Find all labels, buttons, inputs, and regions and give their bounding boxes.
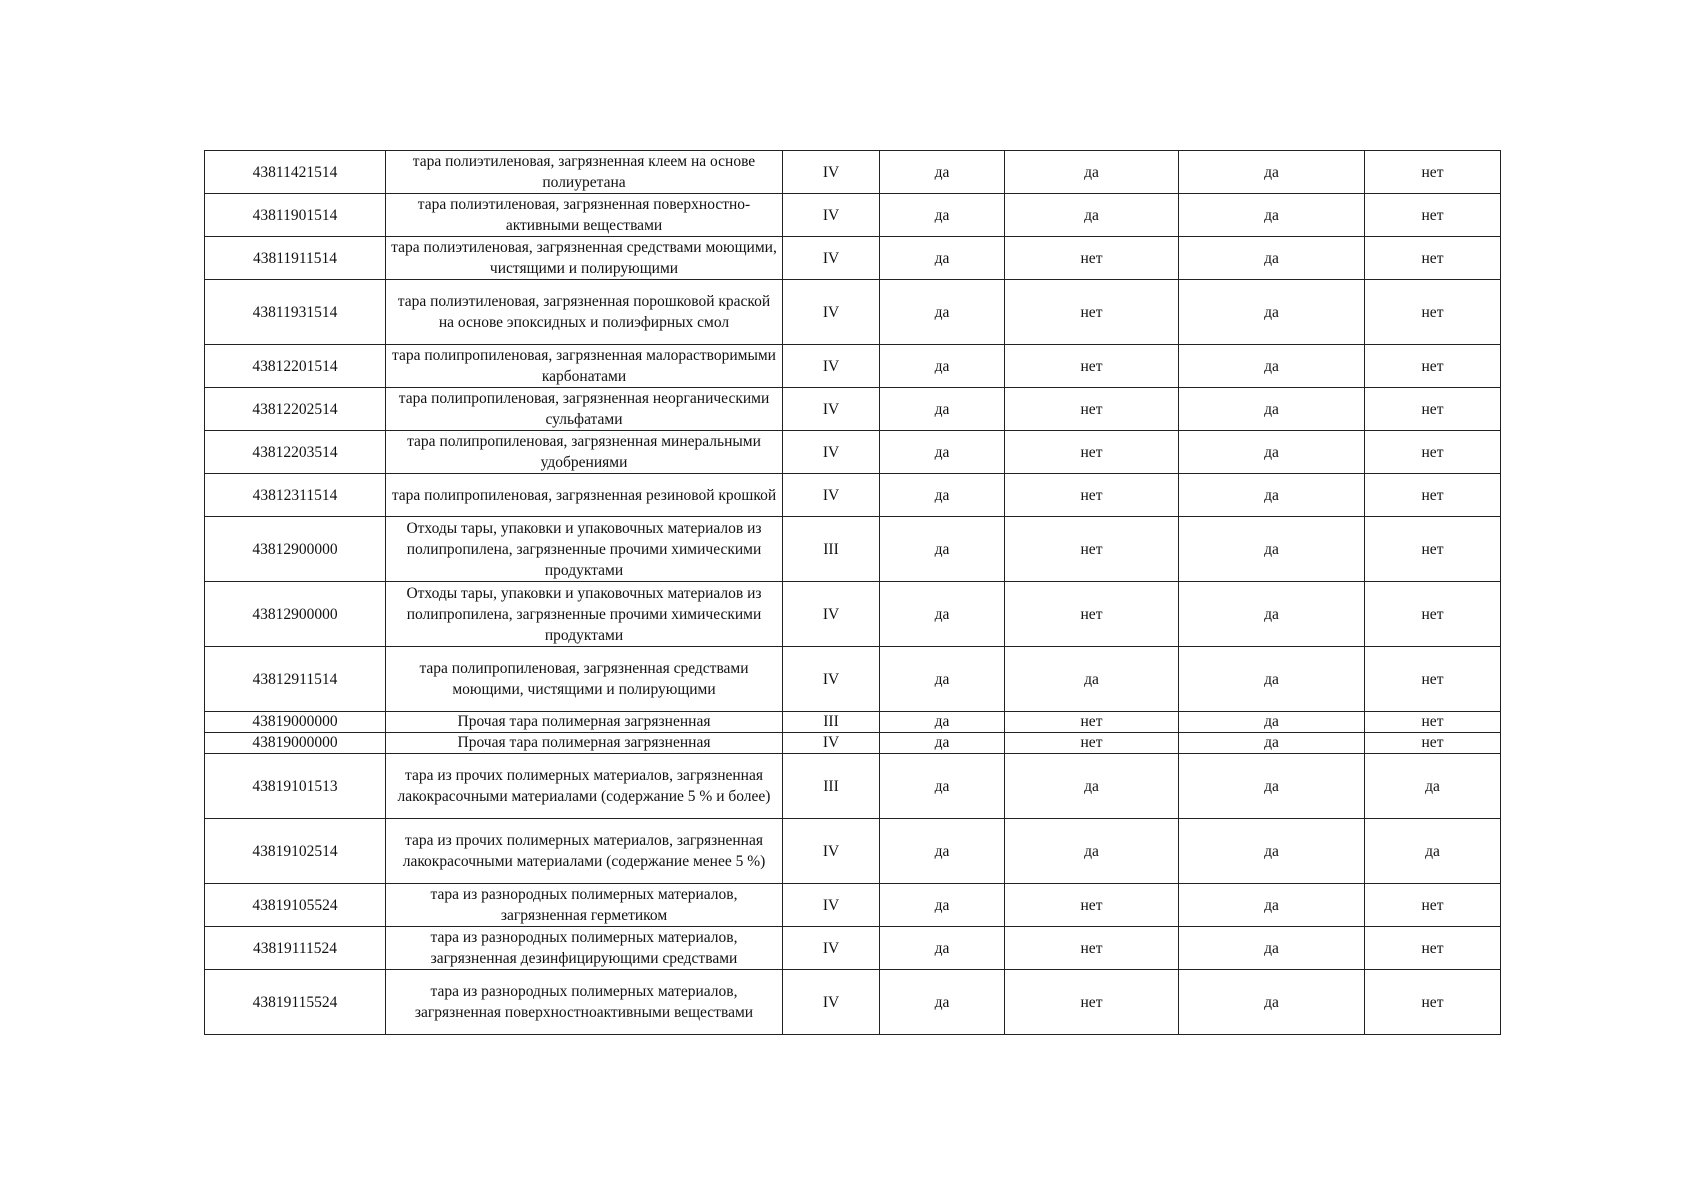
waste-code-cell: 43819105524 [205,884,386,927]
waste-code-cell: 43812911514 [205,647,386,712]
flag-cell-2: нет [1005,517,1179,582]
table-body [205,151,1501,1035]
flag-cell-1: да [880,733,1005,754]
waste-code-cell: 43819000000 [205,733,386,754]
waste-code-cell: 43812201514 [205,345,386,388]
table-row [205,754,1501,819]
flag-cell-1: да [880,819,1005,884]
table-row [205,280,1501,345]
flag-cell-1: да [880,754,1005,819]
flag-cell-1: да [880,151,1005,194]
hazard-class-cell: IV [783,194,880,237]
flag-cell-1: да [880,884,1005,927]
flag-cell-2: да [1005,151,1179,194]
flag-cell-3: да [1179,280,1365,345]
hazard-class-cell: III [783,517,880,582]
table-row [205,388,1501,431]
flag-cell-1: да [880,647,1005,712]
waste-name-cell: Отходы тары, упаковки и упаковочных материалов из полипропилена, загрязненные прочими химическими продуктами [386,517,783,582]
table-row [205,194,1501,237]
flag-cell-1: да [880,194,1005,237]
waste-name-cell: тара из разнородных полимерных материалов, загрязненная дезинфицирующими средствами [386,927,783,970]
waste-name-cell: тара полипропиленовая, загрязненная неорганическими сульфатами [386,388,783,431]
flag-cell-2: нет [1005,712,1179,733]
waste-table [204,150,1501,1035]
flag-cell-2: да [1005,819,1179,884]
flag-cell-2: нет [1005,927,1179,970]
flag-cell-2: нет [1005,388,1179,431]
hazard-class-cell: IV [783,884,880,927]
waste-code-cell: 43812311514 [205,474,386,517]
flag-cell-4: нет [1365,151,1501,194]
flag-cell-2: нет [1005,431,1179,474]
flag-cell-1: да [880,388,1005,431]
flag-cell-4: да [1365,819,1501,884]
hazard-class-cell: IV [783,237,880,280]
waste-name-cell: тара полипропиленовая, загрязненная минеральными удобрениями [386,431,783,474]
flag-cell-1: да [880,582,1005,647]
flag-cell-2: нет [1005,884,1179,927]
flag-cell-2: нет [1005,280,1179,345]
flag-cell-3: да [1179,733,1365,754]
flag-cell-3: да [1179,388,1365,431]
flag-cell-1: да [880,345,1005,388]
flag-cell-4: нет [1365,194,1501,237]
flag-cell-4: нет [1365,474,1501,517]
waste-code-cell: 43811911514 [205,237,386,280]
flag-cell-3: да [1179,754,1365,819]
table-row [205,712,1501,733]
hazard-class-cell: IV [783,582,880,647]
table-row [205,582,1501,647]
flag-cell-1: да [880,970,1005,1035]
flag-cell-3: да [1179,151,1365,194]
flag-cell-3: да [1179,970,1365,1035]
hazard-class-cell: IV [783,431,880,474]
hazard-class-cell: III [783,712,880,733]
flag-cell-2: да [1005,194,1179,237]
flag-cell-4: нет [1365,431,1501,474]
flag-cell-4: нет [1365,927,1501,970]
table-row [205,517,1501,582]
table-row [205,819,1501,884]
flag-cell-1: да [880,474,1005,517]
waste-name-cell: тара полиэтиленовая, загрязненная средствами моющими, чистящими и полирующими [386,237,783,280]
hazard-class-cell: IV [783,819,880,884]
hazard-class-cell: IV [783,280,880,345]
flag-cell-4: нет [1365,388,1501,431]
waste-name-cell: Отходы тары, упаковки и упаковочных материалов из полипропилена, загрязненные прочими химическими продуктами [386,582,783,647]
flag-cell-1: да [880,431,1005,474]
waste-code-cell: 43811421514 [205,151,386,194]
waste-code-cell: 43819102514 [205,819,386,884]
flag-cell-3: да [1179,474,1365,517]
waste-name-cell: тара полиэтиленовая, загрязненная клеем на основе полиуретана [386,151,783,194]
waste-name-cell: тара из разнородных полимерных материалов, загрязненная поверхностноактивными веществами [386,970,783,1035]
waste-code-cell: 43812900000 [205,582,386,647]
waste-name-cell: Прочая тара полимерная загрязненная [386,712,783,733]
flag-cell-3: да [1179,237,1365,280]
flag-cell-1: да [880,280,1005,345]
table-row [205,474,1501,517]
flag-cell-4: нет [1365,345,1501,388]
flag-cell-4: нет [1365,884,1501,927]
table-row [205,733,1501,754]
hazard-class-cell: IV [783,970,880,1035]
table-row [205,151,1501,194]
waste-code-cell: 43819115524 [205,970,386,1035]
waste-name-cell: тара из прочих полимерных материалов, загрязненная лакокрасочными материалами (содержание менее 5 %) [386,819,783,884]
flag-cell-4: нет [1365,517,1501,582]
hazard-class-cell: IV [783,733,880,754]
flag-cell-1: да [880,237,1005,280]
waste-code-cell: 43819000000 [205,712,386,733]
waste-name-cell: тара полиэтиленовая, загрязненная поверхностно-активными веществами [386,194,783,237]
flag-cell-1: да [880,517,1005,582]
waste-code-cell: 43812900000 [205,517,386,582]
flag-cell-2: нет [1005,733,1179,754]
flag-cell-3: да [1179,517,1365,582]
flag-cell-2: нет [1005,582,1179,647]
hazard-class-cell: IV [783,345,880,388]
flag-cell-1: да [880,927,1005,970]
waste-code-cell: 43812203514 [205,431,386,474]
waste-name-cell: тара полипропиленовая, загрязненная малорастворимыми карбонатами [386,345,783,388]
table-row [205,927,1501,970]
flag-cell-2: нет [1005,970,1179,1035]
flag-cell-3: да [1179,431,1365,474]
flag-cell-1: да [880,712,1005,733]
flag-cell-4: нет [1365,237,1501,280]
flag-cell-2: да [1005,754,1179,819]
waste-code-cell: 43819101513 [205,754,386,819]
waste-code-cell: 43812202514 [205,388,386,431]
flag-cell-3: да [1179,884,1365,927]
flag-cell-3: да [1179,582,1365,647]
flag-cell-4: нет [1365,647,1501,712]
hazard-class-cell: IV [783,151,880,194]
waste-name-cell: тара из разнородных полимерных материалов, загрязненная герметиком [386,884,783,927]
flag-cell-3: да [1179,819,1365,884]
flag-cell-3: да [1179,647,1365,712]
flag-cell-3: да [1179,345,1365,388]
flag-cell-4: нет [1365,733,1501,754]
flag-cell-3: да [1179,194,1365,237]
waste-code-cell: 43811901514 [205,194,386,237]
flag-cell-4: нет [1365,970,1501,1035]
hazard-class-cell: IV [783,388,880,431]
flag-cell-4: нет [1365,280,1501,345]
table-row [205,970,1501,1035]
table-row [205,431,1501,474]
hazard-class-cell: IV [783,647,880,712]
waste-code-cell: 43819111524 [205,927,386,970]
flag-cell-2: да [1005,647,1179,712]
flag-cell-3: да [1179,927,1365,970]
waste-name-cell: Прочая тара полимерная загрязненная [386,733,783,754]
waste-name-cell: тара полипропиленовая, загрязненная средствами моющими, чистящими и полирующими [386,647,783,712]
flag-cell-2: нет [1005,345,1179,388]
waste-name-cell: тара из прочих полимерных материалов, загрязненная лакокрасочными материалами (содержание 5 % и более) [386,754,783,819]
flag-cell-4: нет [1365,582,1501,647]
waste-code-cell: 43811931514 [205,280,386,345]
flag-cell-4: да [1365,754,1501,819]
flag-cell-2: нет [1005,474,1179,517]
hazard-class-cell: IV [783,927,880,970]
flag-cell-3: да [1179,712,1365,733]
flag-cell-4: нет [1365,712,1501,733]
table-row [205,345,1501,388]
waste-name-cell: тара полиэтиленовая, загрязненная порошковой краской на основе эпоксидных и полиэфирных смол [386,280,783,345]
hazard-class-cell: III [783,754,880,819]
flag-cell-2: нет [1005,237,1179,280]
table-row [205,647,1501,712]
waste-name-cell: тара полипропиленовая, загрязненная резиновой крошкой [386,474,783,517]
hazard-class-cell: IV [783,474,880,517]
table-row [205,884,1501,927]
table-row [205,237,1501,280]
